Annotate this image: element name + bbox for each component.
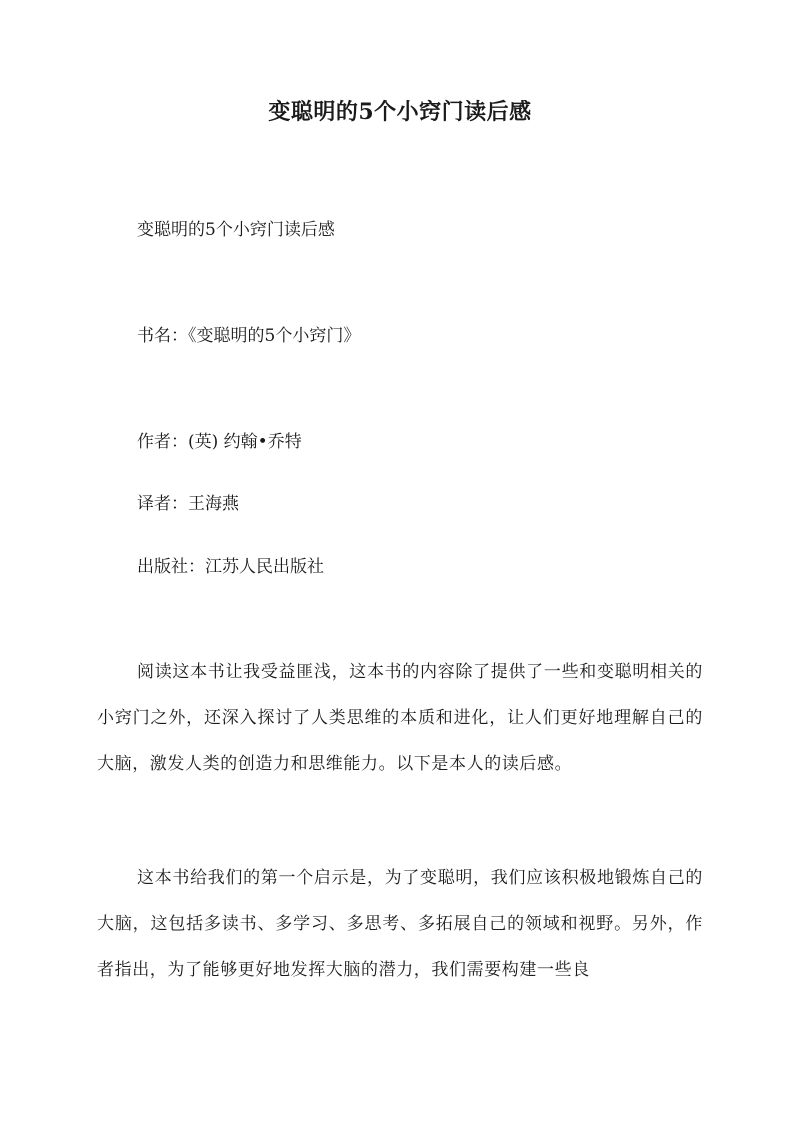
body-paragraph-1: 阅读这本书让我受益匪浅，这本书的内容除了提供了一些和变聪明相关的小窍门之外，还深入探讨了人类思维的本质和进化，让人们更好地理解自己的大脑，激发人类的创造力和思维能力。以下是本人的读后感。	[97, 662, 703, 774]
author-line: 作者：(英) 约翰•乔特	[137, 432, 302, 452]
body-paragraph-2: 这本书给我们的第一个启示是，为了变聪明，我们应该积极地锻炼自己的大脑，这包括多读书、多学习、多思考、多拓展自己的领域和视野。另外，作者指出，为了能够更好地发挥大脑的潜力，我们需要构建一些良	[97, 868, 703, 980]
document-subtitle: 变聪明的5个小窍门读后感	[137, 220, 335, 240]
translator-line: 译者：王海燕	[137, 494, 239, 514]
document-title: 变聪明的5个小窍门读后感	[268, 99, 532, 125]
publisher-line: 出版社：江苏人民出版社	[137, 557, 324, 577]
book-name-line: 书名：《变聪明的5个小窍门》	[137, 326, 361, 346]
